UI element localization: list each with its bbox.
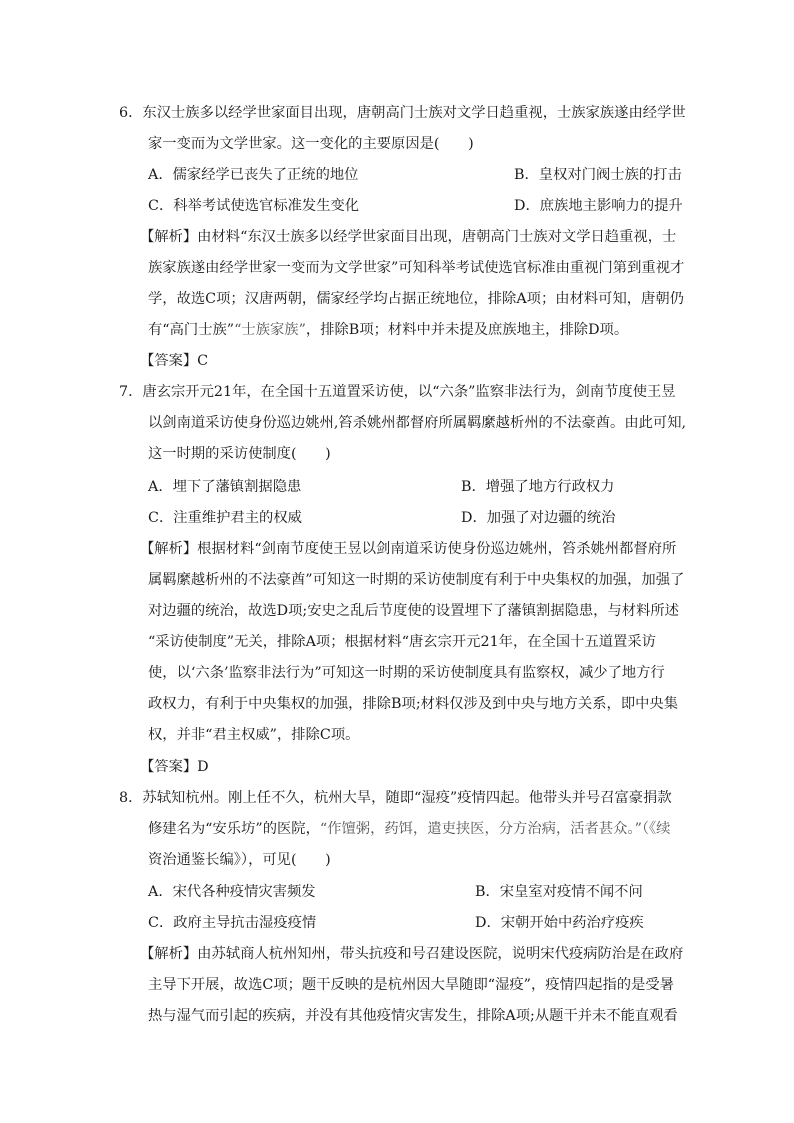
question-6-analysis-line-3: 学，故选C项；汉唐两朝，儒家经学均占据正统地位，排除A项；由材料可知，唐朝仍 [148,291,684,307]
question-6-analysis-line-1: 【解析】由材料“东汉士族多以经学世家面目出现，唐朝高门士族对文学日趋重视，士 [140,229,677,245]
question-6-analysis-line-4 [148,320,628,340]
stem-part-1: 修建名为“安乐坊”的医院， [148,821,320,837]
question-8-analysis-line-3: 热与湿气而引起的疾病，并没有其他疫情灾害发生，排除A项;从题干并未不能直观看 [148,1008,678,1024]
question-7-analysis-line-7: 权，并非“君主权威”，排除C项。 [148,727,360,743]
question-7-analysis-line-2: 属羁縻越析州的不法豪酋”可知这一时期的采访使制度有利于中央集权的加强，加强了 [148,572,685,588]
question-8-option-a: A．宋代各种疫情灾害频发 [148,884,316,900]
question-7-answer: 【答案】D [140,759,209,775]
question-7-analysis-line-1: 【解析】根据材料“剑南节度使王昱以剑南道采访使身份巡边姚州，笞杀姚州都督府所 [140,541,677,557]
question-7-analysis-line-6: 政权力，有利于中央集权的加强，排除B项;材料仅涉及到中央与地方关系，即中央集 [148,696,679,712]
question-8-analysis-line-2: 主导下开展，故选C项；题干反映的是杭州因大旱随即“湿疫”，疫情四起指的是受暑 [148,977,674,993]
question-7-stem-line-3: 这一时期的采访使制度( ) [148,446,331,462]
question-8-option-d: D．宋朝开始中药治疗疫疾 [475,915,644,931]
question-7-option-b: B．增强了地方行政权力 [461,479,615,495]
question-6-answer: 【答案】C [140,353,209,369]
question-7-analysis-line-3: 对边疆的统治，故选D项;安史之乱后节度使的设置埋下了藩镇割据隐患，与材料所述 [148,603,679,619]
question-6-stem-line-2: 家一变而为文学世家。这一变化的主要原因是( ) [148,136,474,152]
question-6-stem-line-1: 6．东汉士族多以经学世家面目出现，唐朝高门士族对文学日趋重视，士族家族遂由经学世 [119,105,686,121]
question-8-option-b: B．宋皇室对疫情不闻不问 [475,884,643,900]
question-8-stem-line-3: 资治通鉴长编》），可见( ) [148,852,331,868]
question-7-option-a: A．埋下了藩镇割据隐患 [148,479,302,495]
question-8-stem-line-1: 8．苏轼知杭州。刚上任不久，杭州大旱，随即“湿疫”疫情四起。他带头并号召富豪捐款 [119,790,672,806]
analysis-quote-2: “士族家族” [234,322,306,338]
question-7-option-d: D．加强了对边疆的统治 [461,510,616,526]
question-6-option-c: C．科举考试使选官标准发生变化 [148,198,360,214]
question-8-stem-line-2 [148,819,670,839]
question-7-analysis-line-5: 使，以‘六条’监察非法行为”可知这一时期的采访使制度具有监察权，减少了地方行 [148,665,665,681]
question-7-stem-line-2: 以剑南道采访使身份巡边姚州,笞杀姚州都督府所属羁縻越析州的不法豪酋。由此可知, [148,415,687,431]
question-6-analysis-line-2: 族家族遂由经学世家一变而为文学世家”可知科举考试使选官标准由重视门第到重视才 [148,260,685,276]
question-6-option-b: B．皇权对门阀士族的打击 [514,167,682,183]
question-6-option-a: A．儒家经学已丧失了正统的地位 [148,167,359,183]
question-8-analysis-line-1: 【解析】由苏轼商人杭州知州，带头抗疫和号召建设医院，说明宋代疫病防治是在政府 [140,946,684,962]
stem-quote: “作𫗴粥，药饵，遣吏挟医，分方治病，活者甚众。”（《续 [319,821,671,837]
question-7-analysis-line-4: “采访使制度”无关，排除A项；根据材料“唐玄宗开元21年，在全国十五道置采访 [148,634,656,650]
analysis-quote-1: 有“高门士族” [148,322,235,338]
question-8-option-c: C．政府主导抗击湿疫疫情 [148,915,317,931]
analysis-tail: ，排除B项；材料中并未提及庶族地主，排除D项。 [305,322,629,338]
question-6-option-d: D．庶族地主影响力的提升 [514,198,683,214]
question-7-stem-line-1: 7．唐玄宗开元21年，在全国十五道置采访使，以“六条”监察非法行为，剑南节度使王昱 [119,384,676,400]
question-7-option-c: C．注重维护君主的权威 [148,510,302,526]
